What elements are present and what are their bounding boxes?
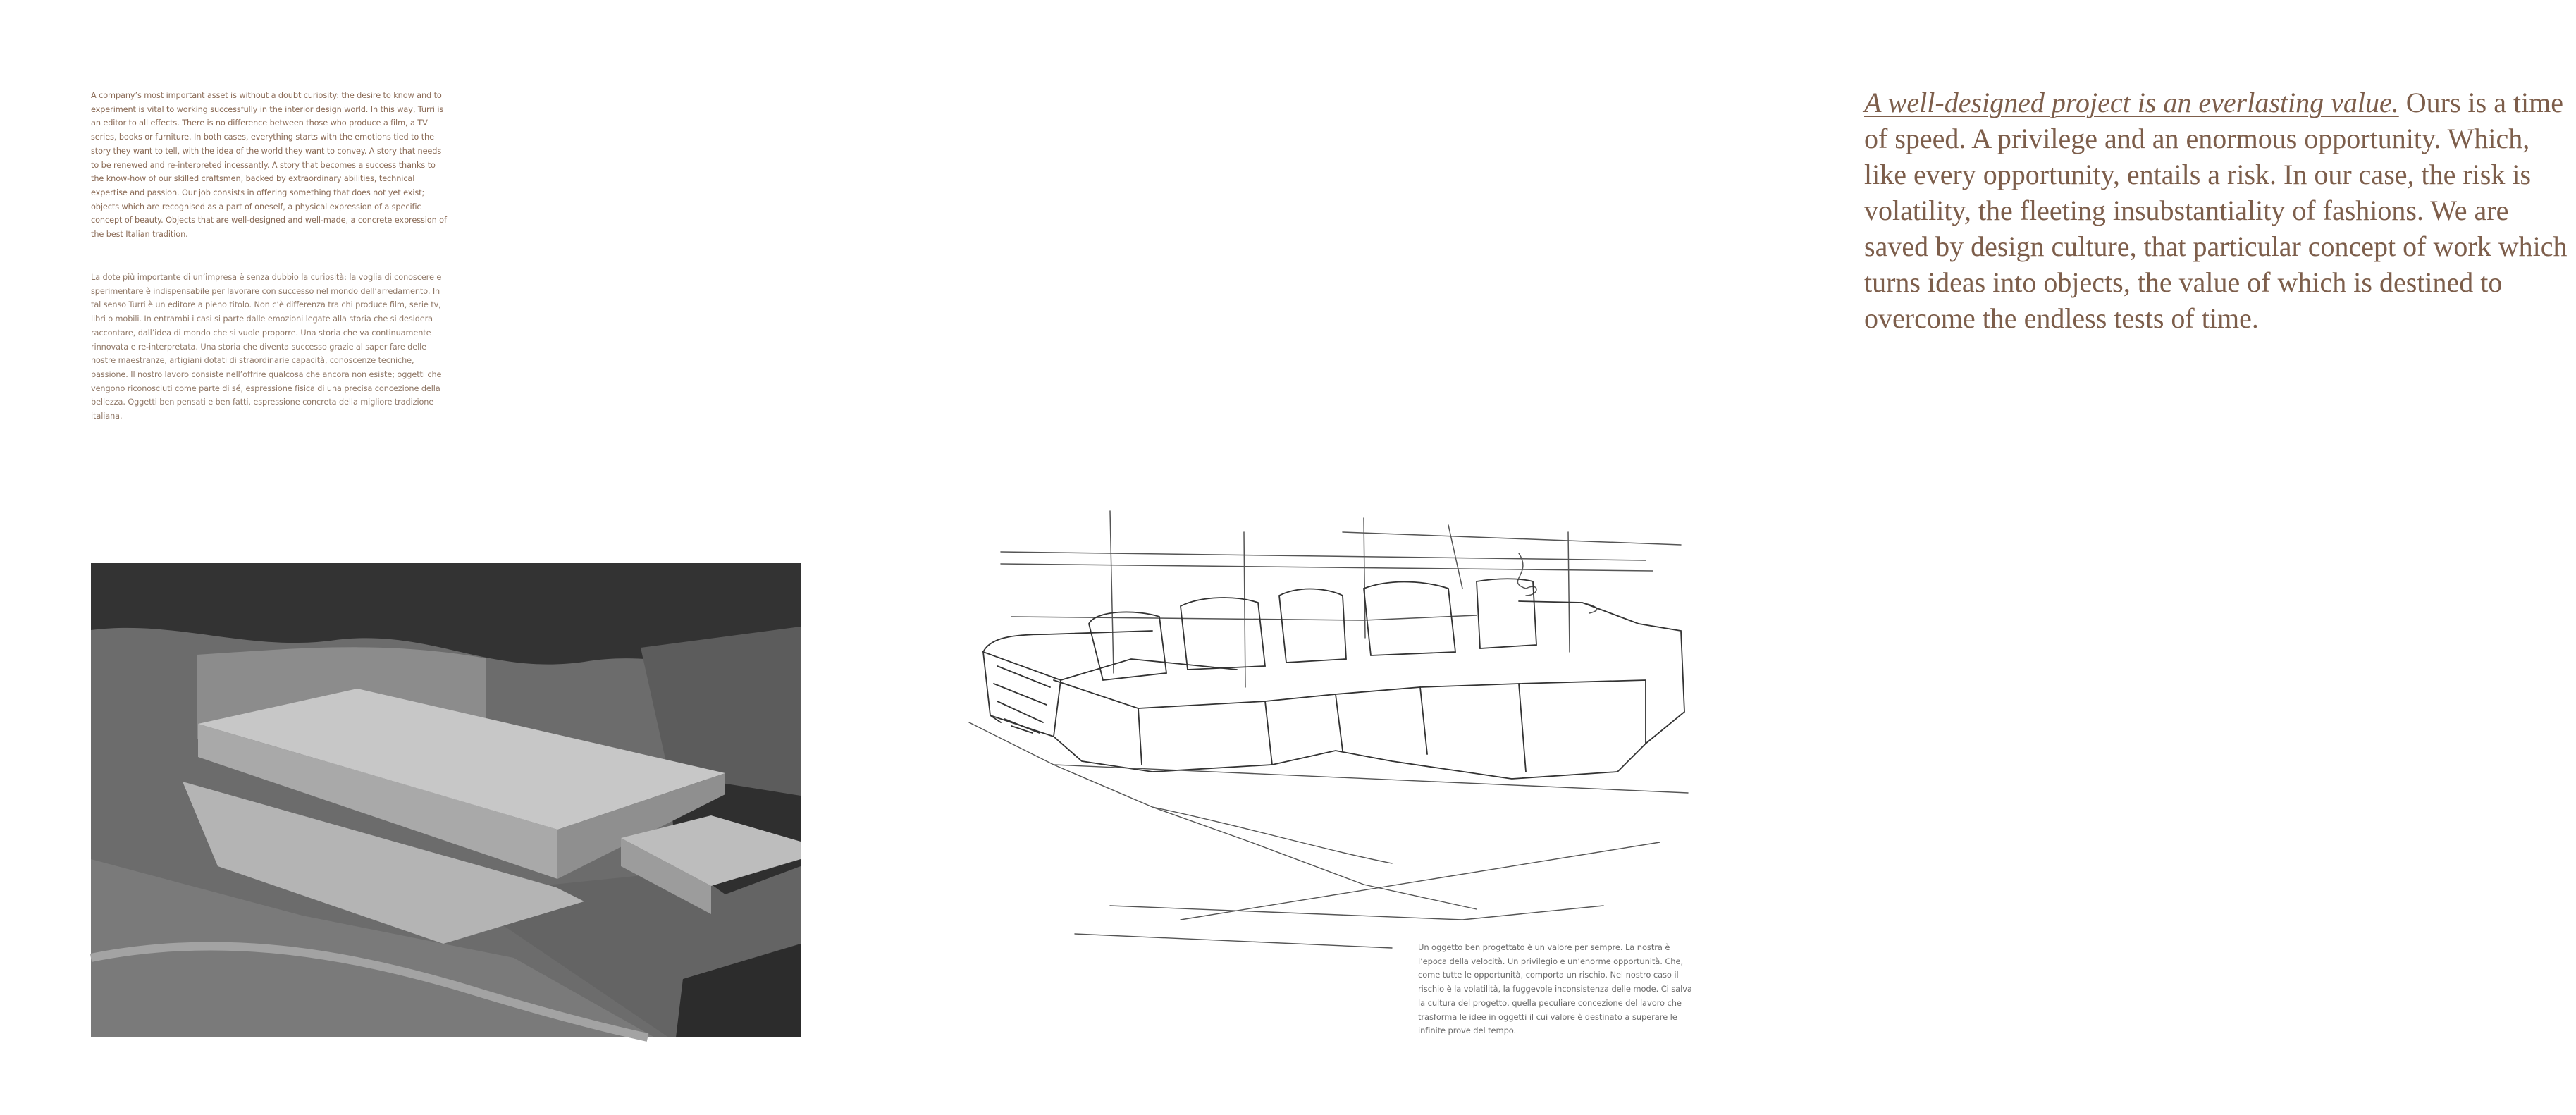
- sofa-sketch-illustration: [969, 511, 1706, 980]
- sketch-caption-italian: Un oggetto ben progettato è un valore per sempre. La nostra è l’epoca della velocità. Un privilegio e un’enorme opportunità. Che, come tutte le opportunità, comporta un rischio. Nel nostro caso il rischio è la volatilità, la fuggevole inconsistenza delle mode. Ci salva la cultura del progetto, quella peculiare concezione del lavoro che trasforma le idee in oggetti il cui valore è destinato a superare le infinite prove del tempo.: [1418, 942, 1692, 1036]
- factory-aerial-photo: [91, 563, 801, 1037]
- intro-text-italian: La dote più importante di un’impresa è senza dubbio la curiosità: la voglia di conoscere e sperimentare è indispensabile per lavorare con successo nel mondo dell’arredamento. In tal senso Turri è un editore a pieno titolo. Non c’è differenza tra chi produce film, serie tv, libri o mobili. In entrambi i casi si parte dalle emozioni legate alla storia che si desidera raccontare, dall’idea di mondo che si vuole proporre. Una storia che va continuamente rinnovata e re-interpretata. Una storia che diventa successo grazie al saper fare delle nostre maestranze, artigiani dotati di straordinarie capacità, conoscenze tecniche, passione. Il nostro lavoro consiste nell’offrire qualcosa che ancora non esiste; oggetti che vengono riconosciuti come parte di sé, espressione fisica di una precisa concezione della bellezza. Oggetti ben pensati e ben fatti, espressione concreta della migliore tradizione italiana.: [91, 273, 442, 421]
- intro-text-english: A company’s most important asset is without a doubt curiosity: the desire to know and to experiment is vital to working successfully in the interior design world. In this way, Turri is an editor to all effects. There is no difference between those who produce a film, a TV series, books or furniture. In both cases, everything starts with the emotions tied to the story they want to tell, with the idea of the world they want to convey. A story that needs to be renewed and re-interpreted incessantly. A story that becomes a success thanks to the know-how of our skilled craftsmen, backed by extraordinary abilities, technical expertise and passion. Our job consists in offering something that does not yet exist; objects which are recognised as a part of oneself, a physical expression of a specific concept of beauty. Objects that are well-designed and well-made, a concrete expression of the best Italian tradition.: [91, 91, 447, 240]
- quote-lead: A well-designed project is an everlasting value.: [1864, 87, 2399, 118]
- quote-body: Ours is a time of speed. A privilege and an enormous opportunity. Which, like every opportunity, entails a risk. In our case, the risk is volatility, the fleeting insubstantiality of fashions. We are saved by design culture, that particular concept of work which turns ideas into objects, the value of which is destined to overcome the endless tests of time.: [1864, 87, 2568, 334]
- sketch-wall-grid: [1001, 511, 1681, 687]
- pull-quote: [1864, 85, 2576, 336]
- sketch-sofa: [983, 579, 1684, 779]
